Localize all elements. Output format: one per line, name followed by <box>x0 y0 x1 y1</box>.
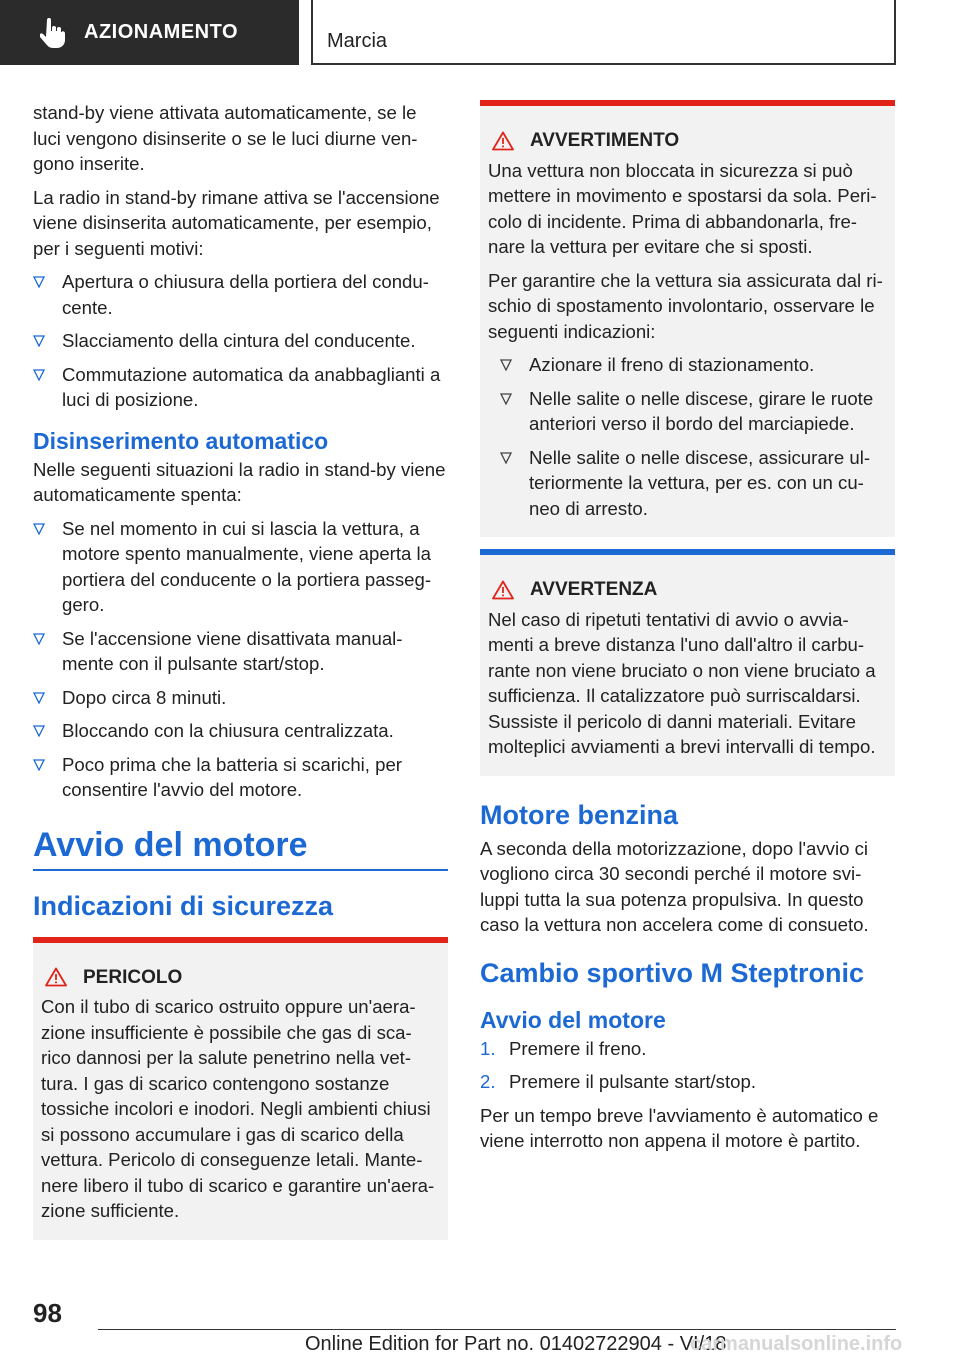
triangle-bullet-icon <box>33 692 45 704</box>
danger-text: Con il tubo di scarico ostruito oppure un'aera-zione insufficiente è possibile che gas di sca-rico dannosi per la salute penetrino nella vet-tura. I gas di scarico contengono sostanze tossiche incolori e inodori. Negli ambienti chiusi si possono accumulare i gas di scarico della vettura. Pericolo di conseguenze letali. Mante-nere libero il tubo di scarico e garantire un'aera-zione sufficiente. <box>41 996 435 1221</box>
warning-text: Una vettura non bloccata in sicurezza si può mettere in movimento e spostarsi da sola. Peri-colo di incidente. Prima di abbandonarla, fre-nare la vettura per evitare che si sposti. <box>488 159 877 257</box>
list-item: Commutazione automatica da anabbaglianti a luci di posizione. <box>33 362 448 413</box>
bullet-list <box>33 516 448 803</box>
paragraph: stand-by viene attivata automaticamente, se le luci vengono disinserite o se le luci diurne ven-gono inserite. <box>33 102 418 174</box>
warning-triangle-icon <box>492 131 514 151</box>
danger-title: PERICOLO <box>83 966 183 988</box>
notice-header <box>488 577 887 603</box>
bullet-list <box>500 352 887 521</box>
list-item: Bloccando con la chiusura centralizzata. <box>33 718 448 744</box>
subheading-avvio-motore: Avvio del motore <box>480 1006 666 1033</box>
warning-triangle-icon <box>45 967 67 987</box>
danger-header <box>41 965 440 991</box>
chapter-tab <box>0 0 299 65</box>
warning-header <box>488 128 887 154</box>
notice-text: Nel caso di ripetuti tentativi di avvio o avvia-menti a breve distanza l'uno dall'altro il carbu-rante non viene bruciato o non viene bruciato a sufficienza. Il catalizzatore può surriscaldarsi. Sussiste il pericolo di danni materiali. Evitare molteplici avviamenti a brevi intervalli di tempo. <box>488 608 876 757</box>
triangle-bullet-icon <box>33 276 45 288</box>
chapter-title: AZIONAMENTO <box>84 21 239 43</box>
triangle-bullet-icon <box>33 633 45 645</box>
watermark: carmanualsonline.info <box>690 1333 903 1355</box>
triangle-bullet-icon <box>33 759 45 771</box>
triangle-bullet-icon <box>33 335 45 347</box>
list-item: Dopo circa 8 minuti. <box>33 685 448 711</box>
section-title: Marcia <box>327 30 388 52</box>
section-header <box>311 0 896 65</box>
subheading-sicurezza: Indicazioni di sicurezza <box>33 890 334 921</box>
paragraph: Nelle seguenti situazioni la radio in stand-by viene automaticamente spenta: <box>33 458 446 505</box>
right-column <box>480 100 895 1162</box>
notice-box <box>480 549 895 776</box>
paragraph: La radio in stand-by rimane attiva se l'accensione viene disinserita automaticamente, per esempio, per i seguenti motivi: <box>33 186 440 259</box>
list-item: 1. Premere il freno. <box>480 1037 647 1059</box>
step-list <box>480 1036 895 1095</box>
triangle-bullet-icon <box>33 369 45 381</box>
edition-info: Online Edition for Part no. 01402722904 - VI/18 <box>305 1333 727 1355</box>
list-item: Nelle salite o nelle discese, assicurare ul-teriormente la vettura, per es. con un cu-neo di arresto. <box>500 445 887 522</box>
list-item: Apertura o chiusura della portiera del condu-cente. <box>33 269 448 320</box>
warning-box <box>480 100 895 537</box>
chapter-heading-avvio: Avvio del motore <box>33 825 448 871</box>
warning-text: Per garantire che la vettura sia assicurata dal ri-schio di spostamento involontario, osservare le seguenti indicazioni: <box>488 269 883 342</box>
list-item: Azionare il freno di stazionamento. <box>500 352 887 378</box>
bullet-list <box>33 269 448 413</box>
subheading-benzina: Motore benzina <box>480 799 679 830</box>
list-item: Se nel momento in cui si lascia la vettura, a motore spento manualmente, viene aperta la portiera del conducente o la portiera passeg-gero. <box>33 516 448 618</box>
triangle-bullet-icon <box>500 452 512 464</box>
triangle-bullet-icon <box>33 725 45 737</box>
triangle-bullet-icon <box>500 393 512 405</box>
list-item: Se l'accensione viene disattivata manual-mente con il pulsante start/stop. <box>33 626 448 677</box>
warning-triangle-icon <box>492 580 514 600</box>
paragraph: A seconda della motorizzazione, dopo l'avvio ci vogliono circa 30 secondi perché il motore svi-luppi tutta la sua potenza propulsiva. In questo caso la vettura non accelera come di consueto. <box>480 837 869 935</box>
subheading-cambio: Cambio sportivo M Steptronic <box>480 957 865 988</box>
notice-title: AVVERTENZA <box>530 579 658 600</box>
left-column <box>33 100 448 1240</box>
footer-divider <box>98 1329 896 1330</box>
list-item: Slacciamento della cintura del conducente. <box>33 328 448 354</box>
list-item: Poco prima che la batteria si scarichi, per consentire l'avvio del motore. <box>33 752 448 803</box>
warning-title: AVVERTIMENTO <box>530 130 680 151</box>
paragraph: Per un tempo breve l'avviamento è automatico e viene interrotto non appena il motore è partito. <box>480 1104 879 1151</box>
list-item: Nelle salite o nelle discese, girare le ruote anteriori verso il bordo del marciapiede. <box>500 386 887 437</box>
hand-pointer-icon <box>40 18 66 48</box>
triangle-bullet-icon <box>33 523 45 535</box>
list-item: 2. Premere il pulsante start/stop. <box>480 1071 756 1092</box>
subheading-disinserimento: Disinserimento automatico <box>33 427 329 454</box>
page-number: 98 <box>33 1298 62 1328</box>
danger-box <box>33 937 448 1240</box>
triangle-bullet-icon <box>500 359 512 371</box>
